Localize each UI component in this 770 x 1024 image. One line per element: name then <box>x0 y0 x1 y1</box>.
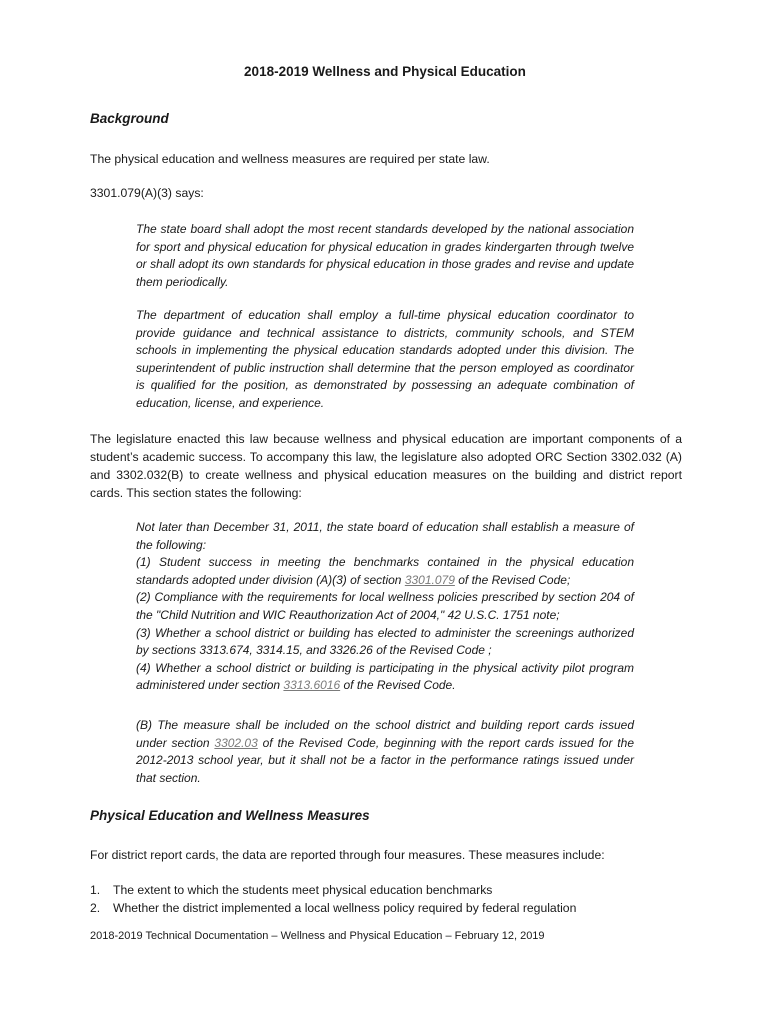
legislature-paragraph: The legislature enacted this law because wellness and physical education are important components of a student’s academic success. To accompany this law, the legislature also adopted ORC Section 3302.032 (A) and 3302.032(B) to create wellness and physical education measures on the building and district report cards. This section states the following: <box>90 432 682 500</box>
statute-reference: 3301.079(A)(3) says: <box>90 186 204 200</box>
quote-measure-item-2: (2) Compliance with the requirements for local wellness policies prescribed by section 204 of the "Child Nutrition and WIC Reauthorization Act of 2004," 42 U.S.C. 1751 note; <box>136 590 634 622</box>
measures-list <box>90 881 690 917</box>
quote-measures-block <box>136 519 634 695</box>
measures-heading: Physical Education and Wellness Measures <box>90 808 370 823</box>
list-item: 1. The extent to which the students meet physical education benchmarks <box>90 883 493 897</box>
quote-measure-item-1: (1) Student success in meeting the benchmarks contained in the physical education standards adopted under division (A)(3) of section 3301.079 of the Revised Code; <box>136 555 634 587</box>
document-title: 2018-2019 Wellness and Physical Education <box>244 64 526 79</box>
statute-link-3302-03[interactable]: 3302.03 <box>214 735 258 750</box>
statute-link-3301-079[interactable]: 3301.079 <box>404 572 455 587</box>
page-footer: 2018-2019 Technical Documentation – Wellness and Physical Education – February 12, 2019 <box>90 930 545 942</box>
quote-standards-paragraph: The state board shall adopt the most recent standards developed by the national association for sport and physical education for physical education in grades kindergarten through twelve or shall adopt its own standards for physical education in those grades and revise and update them periodically. <box>136 222 634 289</box>
quote-measure-item-3: (3) Whether a school district or building has elected to administer the screenings authorized by sections 3313.674, 3314.15, and 3326.26 of the Revised Code ; <box>136 625 634 658</box>
quote-measure-intro: Not later than December 31, 2011, the state board of education shall establish a measure of the following: <box>136 520 634 552</box>
quote-report-card-paragraph: (B) The measure shall be included on the school district and building report cards issued under section 3302.03 of the Revised Code, beginning with the report cards issued for the 2012-2013 school year, but it shall not be a factor in the performance ratings issued under that section. <box>136 718 634 785</box>
quote-coordinator-paragraph: The department of education shall employ a full-time physical education coordinator to provide guidance and technical assistance to districts, community schools, and STEM schools in implementing the physical education standards adopted under this division. The superintendent of public instruction shall determine that the person employed as coordinator is qualified for the position, as demonstrated by possessing an adequate combination of education, license, and experience. <box>136 308 634 410</box>
intro-paragraph: The physical education and wellness measures are required per state law. <box>90 152 490 166</box>
list-item: 2. Whether the district implemented a local wellness policy required by federal regulation <box>90 901 577 915</box>
quote-measure-item-4: (4) Whether a school district or building is participating in the physical activity pilot program administered under section 3313.6016 of the Revised Code. <box>136 660 634 693</box>
statute-link-3313-6016[interactable]: 3313.6016 <box>283 678 341 693</box>
background-heading: Background <box>90 111 169 126</box>
measures-intro: For district report cards, the data are reported through four measures. These measures include: <box>90 848 605 862</box>
